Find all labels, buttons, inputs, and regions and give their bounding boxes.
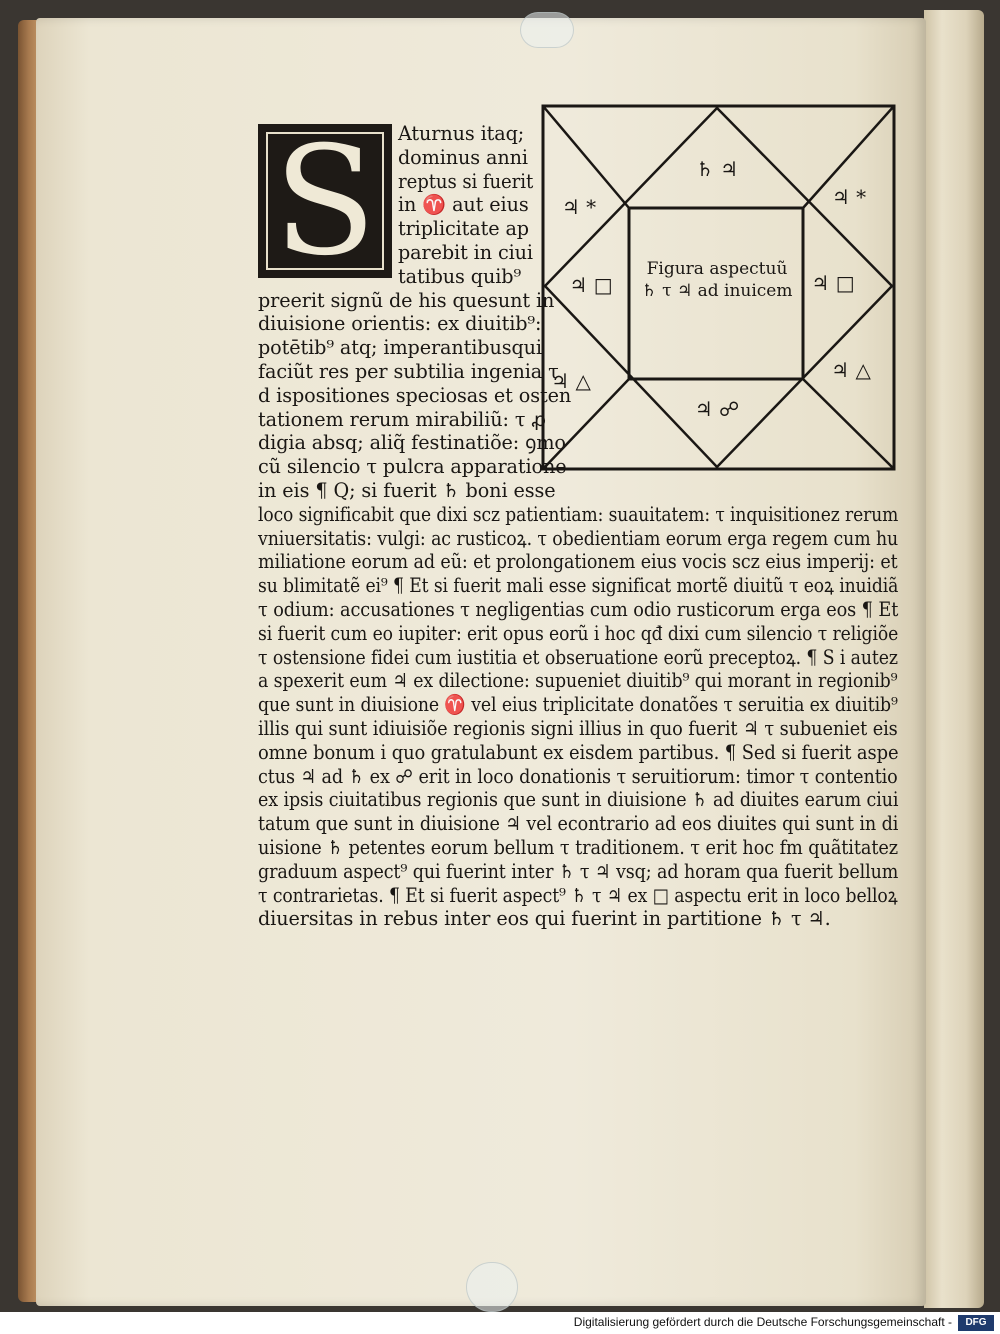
text-line: tationem rerum mirabiliũ: τ ꝓ [258,407,547,431]
diagram-top-label: ♄ ♃ [695,157,739,181]
footer-bar [0,1312,1000,1334]
page-clip-bottom [466,1262,518,1312]
text-line: triplicitate ap [398,217,529,241]
text-line: omne bonum i quo gratulabunt ex eisdem partibus. ¶ Sed si fuerit aspe [258,740,899,764]
diagram-lower-left-label: ♃ △ [551,369,591,393]
dfg-logo: DFG [958,1315,994,1331]
text-line: si fuerit cum eo iupiter: erit opus eorũ i hoc qđ dixi cum silencio τ religiõe [258,621,899,645]
diagram-upper-right-label: ♃ * [831,185,867,209]
text-line: digia absq; aliq̃ festinatiõe: ꝯmo [258,431,566,455]
diagram-caption-line2: ♄ τ ♃ ad inuicem [641,281,793,301]
text-line: diuisione orientis: ex diuitib⁹: [258,312,542,336]
initial-letter: S [273,124,377,278]
text-line: uisione ♄ petentes eorum bellum τ traditionem. τ erit hoc fm quãtitatez [258,835,898,859]
text-line: su blimitatẽ ei⁹ ¶ Et si fuerit mali esse significat mortẽ diuitũ τ eoꝝ inuidiã [258,574,899,598]
text-line: d ispositiones speciosas et osten [258,383,572,407]
diagram-caption-line1: Figura aspectuũ [646,259,788,279]
funding-credit: Digitalisierung gefördert durch die Deutsche Forschungsgemeinschaft - [573,1315,952,1329]
text-line: faciũt res per subtilia ingenia τ [258,359,559,383]
text-line: vniuersitatis: vulgi: ac rusticoꝝ. τ obedientiam eorum erga regem cum hu [258,526,899,550]
diagram-bottom-label: ♃ ☍ [694,397,740,421]
diagram-mid-right-label: ♃ □ [811,271,855,295]
text-line: tatum que sunt in diuisione ♃ vel econtrario ad eos diuites qui sunt in di [258,812,899,836]
page-clip-top [520,12,574,48]
text-line: in eis ¶ Q; si fuerit ♄ boni esse [258,478,556,502]
text-line: potētib⁹ atq; imperantibusqui [258,336,542,360]
text-line: parebit in ciui [398,240,533,264]
diagram-lower-right-label: ♃ △ [831,358,871,382]
text-line: τ contrarietas. ¶ Et si fuerit aspect⁹ ♄ τ ♃ ex □ aspectu erit in loco belloꝝ [258,883,898,907]
text-line: dominus anni [398,145,528,169]
text-line: tatibus quib⁹ [398,264,522,288]
text-line: in ♈ aut eius [398,193,529,217]
text-line: loco significabit que dixi scz patientiam: suauitatem: τ inquisitionez rerum [258,502,899,526]
text-line: reptus si fuerit [398,169,534,193]
text-line: ex ipsis ciuitatibus regionis que sunt in diuisione ♄ ad diuites earum ciui [258,788,899,812]
diagram-mid-left-label: ♃ □ [569,273,613,297]
text-line: que sunt in diuisione ♈ vel eius triplicitate donatões τ seruitia ex diuitib⁹ [258,693,898,717]
text-line: a spexerit eum ♃ ex dilectione: supueniet diuitib⁹ qui morant in regionib⁹ [258,669,898,693]
text-line: ctus ♃ ad ♄ ex ☍ erit in loco donationis τ seruitiorum: timor τ contentio [258,764,898,788]
body-text [258,122,898,931]
text-line: illis qui sunt idiuisiõe regionis signi illius in quo fuerit ♃ τ subueniet eis [258,716,898,740]
text-line: Aturnus itaq; [398,122,525,145]
facing-page-edge [924,10,984,1308]
text-line: τ ostensione fidei cum iustitia et obseruatione eorũ preceptoꝝ. ¶ S i autez [258,645,898,669]
text-line: miliatione eorum ad eũ: et prolongationem eius vocis scz eius imperij: et [258,550,898,574]
text-line: graduum aspect⁹ qui fuerint inter ♄ τ ♃ vsq; ad horam qua fuerit bellum [258,859,899,883]
text-line: diuersitas in rebus inter eos qui fuerint in partitione ♄ τ ♃. [258,907,831,931]
diagram-upper-left-label: ♃ * [561,195,597,219]
text-line: τ odium: accusationes τ negligentias cum odio rusticorum erga eos ¶ Et [258,597,899,621]
text-line: preerit signũ de his quesunt in [258,288,555,312]
text-line: cũ silencio τ pulcra apparatione [258,455,567,479]
